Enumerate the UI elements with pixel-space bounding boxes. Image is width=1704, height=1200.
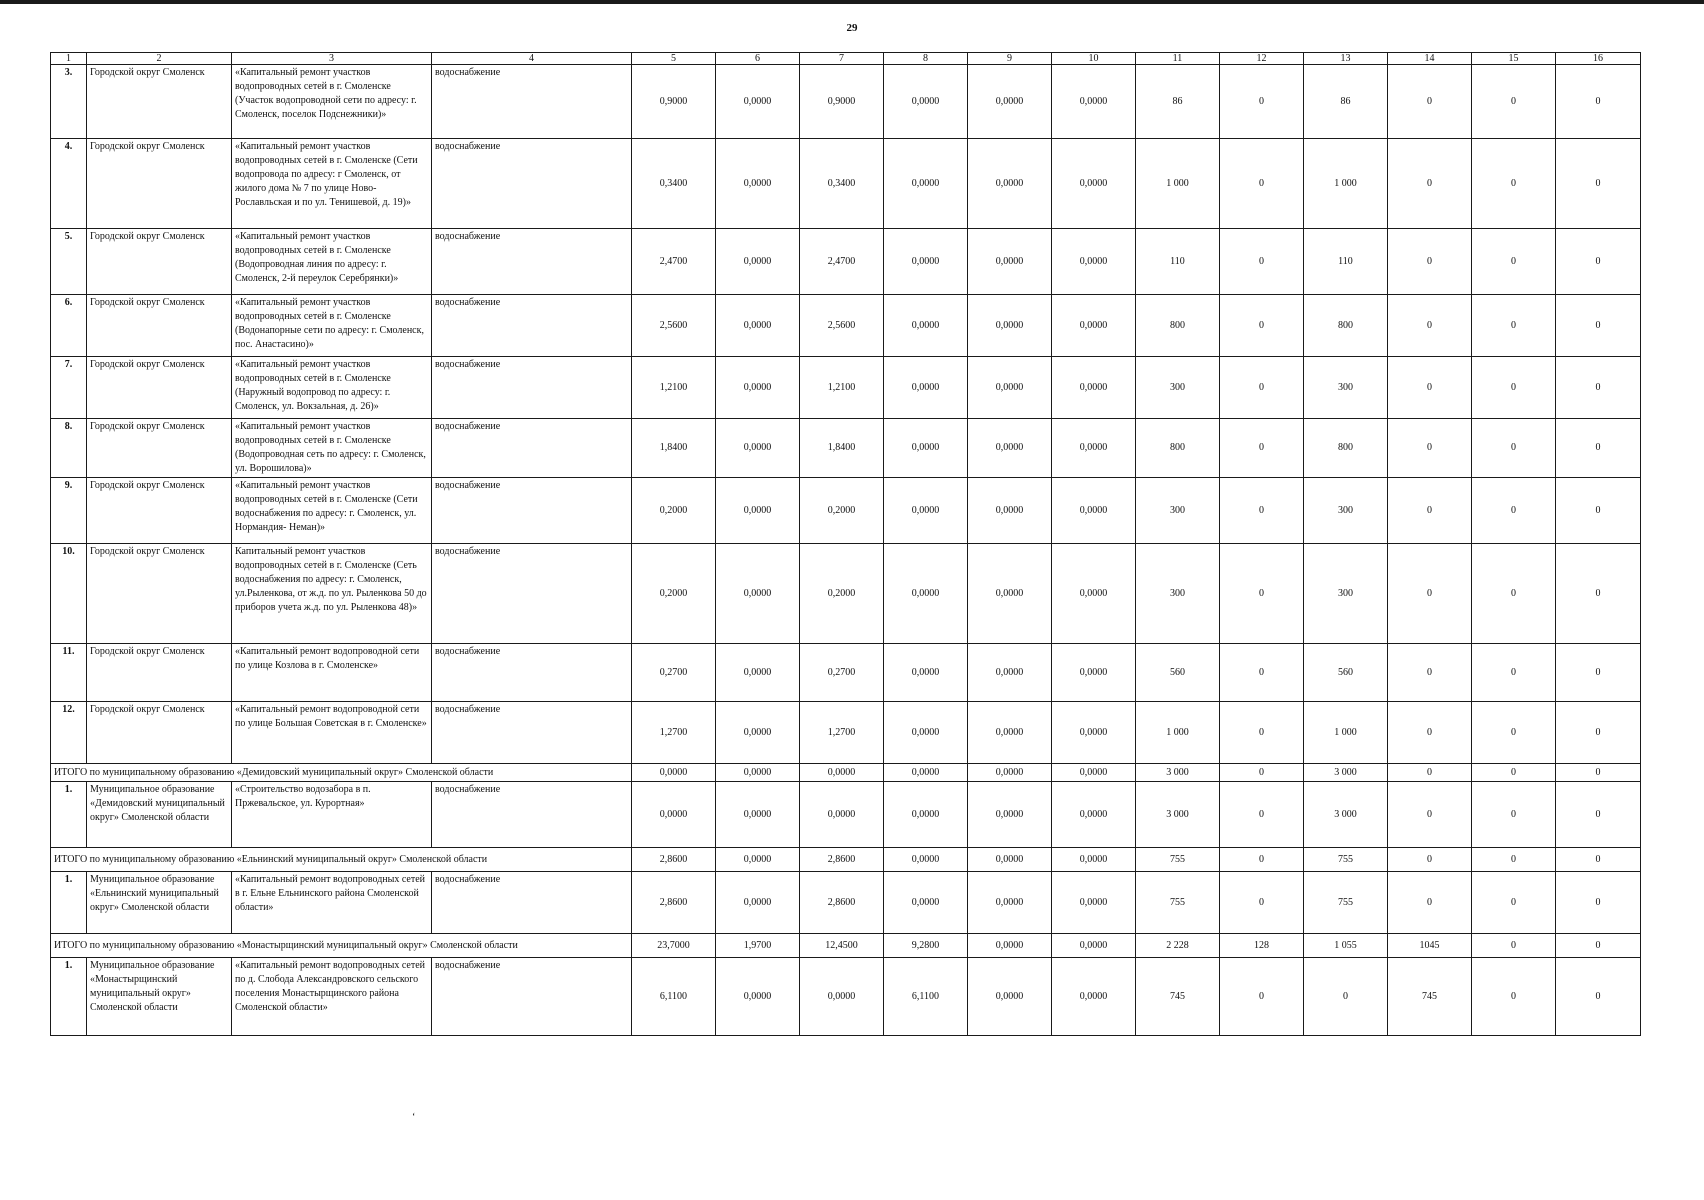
row-number: 3. — [51, 65, 87, 139]
value-cell: 0 — [1472, 419, 1556, 478]
value-cell: 0,0000 — [884, 65, 968, 139]
value-cell: 800 — [1136, 295, 1220, 357]
value-cell: 0,2000 — [632, 544, 716, 644]
value-cell: 2,5600 — [632, 295, 716, 357]
value-cell: 0,2700 — [800, 644, 884, 702]
total-label: ИТОГО по муниципальному образованию «Монастырщинский муниципальный округ» Смоленской области — [51, 934, 632, 958]
municipality-cell: Городской округ Смоленск — [87, 65, 232, 139]
project-cell: «Капитальный ремонт участков водопроводных сетей в г. Смоленске (Сети водоснабжения по адресу: г. Смоленск, ул. Нормандия- Неман)» — [232, 478, 432, 544]
value-cell: 0 — [1472, 644, 1556, 702]
value-cell: 0 — [1472, 782, 1556, 848]
value-cell: 0,2700 — [632, 644, 716, 702]
value-cell: 0,0000 — [716, 65, 800, 139]
value-cell: 0,0000 — [968, 958, 1052, 1036]
value-cell: 0 — [1556, 65, 1641, 139]
value-cell: 0 — [1556, 872, 1641, 934]
table-row — [51, 644, 1641, 702]
value-cell: 1,2100 — [632, 357, 716, 419]
value-cell: 0,0000 — [1052, 644, 1136, 702]
value-cell: 1,2700 — [632, 702, 716, 764]
value-cell: 0 — [1556, 782, 1641, 848]
value-cell: 0,0000 — [716, 139, 800, 229]
row-number: 6. — [51, 295, 87, 357]
row-number: 1. — [51, 958, 87, 1036]
value-cell: 0 — [1304, 958, 1388, 1036]
value-cell: 0 — [1556, 295, 1641, 357]
value-cell: 755 — [1304, 848, 1388, 872]
value-cell: 2,4700 — [632, 229, 716, 295]
value-cell: 0 — [1388, 544, 1472, 644]
project-cell: «Капитальный ремонт участков водопроводных сетей в г. Смоленске (Наружный водопровод по адресу: г. Смоленск, ул. Вокзальная, д. 26)» — [232, 357, 432, 419]
value-cell: 745 — [1388, 958, 1472, 1036]
value-cell: 2,8600 — [632, 848, 716, 872]
value-cell: 0 — [1556, 702, 1641, 764]
sector-cell: водоснабжение — [432, 478, 632, 544]
value-cell: 0,0000 — [884, 357, 968, 419]
value-cell: 0 — [1388, 872, 1472, 934]
value-cell: 0,0000 — [1052, 848, 1136, 872]
value-cell: 0,0000 — [716, 702, 800, 764]
value-cell: 0,0000 — [884, 644, 968, 702]
value-cell: 0,0000 — [1052, 934, 1136, 958]
value-cell: 0 — [1220, 848, 1304, 872]
value-cell: 560 — [1304, 644, 1388, 702]
value-cell: 0,0000 — [968, 139, 1052, 229]
sector-cell: водоснабжение — [432, 419, 632, 478]
municipality-cell: Муниципальное образование «Демидовский муниципальный округ» Смоленской области — [87, 782, 232, 848]
value-cell: 128 — [1220, 934, 1304, 958]
value-cell: 3 000 — [1136, 782, 1220, 848]
municipality-cell: Муниципальное образование «Ельнинский муниципальный округ» Смоленской области — [87, 872, 232, 934]
value-cell: 2,8600 — [800, 872, 884, 934]
value-cell: 1 000 — [1136, 139, 1220, 229]
value-cell: 0 — [1472, 934, 1556, 958]
column-header: 12 — [1220, 53, 1304, 65]
value-cell: 0,0000 — [968, 295, 1052, 357]
table-row — [51, 544, 1641, 644]
value-cell: 0 — [1556, 764, 1641, 782]
value-cell: 0 — [1472, 872, 1556, 934]
value-cell: 0,0000 — [968, 764, 1052, 782]
value-cell: 0 — [1220, 764, 1304, 782]
value-cell: 2,4700 — [800, 229, 884, 295]
municipality-cell: Городской округ Смоленск — [87, 644, 232, 702]
value-cell: 6,1100 — [632, 958, 716, 1036]
value-cell: 0,0000 — [716, 544, 800, 644]
value-cell: 0,0000 — [884, 764, 968, 782]
value-cell: 2 228 — [1136, 934, 1220, 958]
value-cell: 110 — [1136, 229, 1220, 295]
value-cell: 300 — [1304, 478, 1388, 544]
value-cell: 0 — [1472, 478, 1556, 544]
table-row — [51, 295, 1641, 357]
value-cell: 0,0000 — [716, 782, 800, 848]
value-cell: 0,0000 — [968, 934, 1052, 958]
project-cell: «Капитальный ремонт участков водопроводных сетей в г. Смоленске (Водонапорные сети по адресу: г. Смоленск, пос. Анастасино)» — [232, 295, 432, 357]
column-header: 8 — [884, 53, 968, 65]
value-cell: 1 000 — [1136, 702, 1220, 764]
municipality-cell: Городской округ Смоленск — [87, 229, 232, 295]
table-row — [51, 872, 1641, 934]
value-cell: 2,8600 — [800, 848, 884, 872]
value-cell: 6,1100 — [884, 958, 968, 1036]
value-cell: 23,7000 — [632, 934, 716, 958]
value-cell: 0,0000 — [716, 357, 800, 419]
stray-mark: ʻ — [412, 1112, 416, 1123]
value-cell: 0,0000 — [884, 848, 968, 872]
column-header: 13 — [1304, 53, 1388, 65]
value-cell: 1,8400 — [632, 419, 716, 478]
project-cell: «Капитальный ремонт участков водопроводных сетей в г. Смоленске (Водопроводная линия по адресу: г. Смоленск, 2-й переулок Серебрянки)» — [232, 229, 432, 295]
value-cell: 0,0000 — [884, 782, 968, 848]
column-header: 11 — [1136, 53, 1220, 65]
sector-cell: водоснабжение — [432, 65, 632, 139]
value-cell: 0,0000 — [1052, 764, 1136, 782]
column-header: 1 — [51, 53, 87, 65]
municipality-cell: Городской округ Смоленск — [87, 702, 232, 764]
value-cell: 0,0000 — [1052, 65, 1136, 139]
value-cell: 0 — [1388, 782, 1472, 848]
value-cell: 0,0000 — [632, 782, 716, 848]
project-cell: «Капитальный ремонт участков водопроводных сетей в г. Смоленске (Водопроводная сеть по адресу: г. Смоленск, ул. Ворошилова)» — [232, 419, 432, 478]
municipality-cell: Городской округ Смоленск — [87, 295, 232, 357]
value-cell: 0 — [1388, 702, 1472, 764]
page-number: 29 — [846, 22, 858, 34]
value-cell: 0 — [1388, 357, 1472, 419]
value-cell: 0 — [1556, 848, 1641, 872]
municipality-cell: Городской округ Смоленск — [87, 357, 232, 419]
value-cell: 745 — [1136, 958, 1220, 1036]
column-header: 15 — [1472, 53, 1556, 65]
sector-cell: водоснабжение — [432, 958, 632, 1036]
value-cell: 0,0000 — [800, 782, 884, 848]
value-cell: 0,0000 — [716, 958, 800, 1036]
value-cell: 0,0000 — [968, 419, 1052, 478]
sector-cell: водоснабжение — [432, 229, 632, 295]
top-rule — [0, 0, 1704, 4]
value-cell: 0,0000 — [968, 872, 1052, 934]
value-cell: 0,0000 — [884, 139, 968, 229]
value-cell: 0 — [1220, 65, 1304, 139]
municipality-cell: Городской округ Смоленск — [87, 544, 232, 644]
column-header: 5 — [632, 53, 716, 65]
value-cell: 0,0000 — [968, 644, 1052, 702]
value-cell: 0,0000 — [716, 419, 800, 478]
value-cell: 0,0000 — [884, 872, 968, 934]
column-header: 9 — [968, 53, 1052, 65]
municipality-cell: Муниципальное образование «Монастырщинский муниципальный округ» Смоленской области — [87, 958, 232, 1036]
value-cell: 0,0000 — [968, 478, 1052, 544]
value-cell: 0 — [1388, 295, 1472, 357]
value-cell: 0 — [1388, 848, 1472, 872]
value-cell: 0 — [1220, 419, 1304, 478]
value-cell: 0,0000 — [800, 958, 884, 1036]
value-cell: 560 — [1136, 644, 1220, 702]
value-cell: 0,0000 — [1052, 702, 1136, 764]
project-cell: «Строительство водозабора в п. Пржевальское, ул. Курортная» — [232, 782, 432, 848]
investment-table — [50, 52, 1641, 1036]
value-cell: 0,0000 — [716, 764, 800, 782]
table-row — [51, 357, 1641, 419]
municipality-cell: Городской округ Смоленск — [87, 478, 232, 544]
value-cell: 0,0000 — [716, 229, 800, 295]
project-cell: «Капитальный ремонт участков водопроводных сетей в г. Смоленске (Сети водопровода по адресу: г Смоленск, от жилого дома № 7 по улице Ново-Рославльская и по ул. Тенишевой, д. 19)» — [232, 139, 432, 229]
value-cell: 0,0000 — [1052, 478, 1136, 544]
value-cell: 1,2100 — [800, 357, 884, 419]
row-number: 9. — [51, 478, 87, 544]
value-cell: 86 — [1304, 65, 1388, 139]
value-cell: 0,0000 — [1052, 958, 1136, 1036]
value-cell: 800 — [1304, 419, 1388, 478]
column-header: 3 — [232, 53, 432, 65]
table-row — [51, 65, 1641, 139]
value-cell: 0 — [1472, 544, 1556, 644]
value-cell: 0,0000 — [1052, 139, 1136, 229]
column-header: 10 — [1052, 53, 1136, 65]
value-cell: 0 — [1472, 958, 1556, 1036]
value-cell: 3 000 — [1136, 764, 1220, 782]
value-cell: 0,0000 — [968, 357, 1052, 419]
table-row — [51, 419, 1641, 478]
value-cell: 300 — [1304, 544, 1388, 644]
row-number: 10. — [51, 544, 87, 644]
project-cell: «Капитальный ремонт водопроводной сети по улице Большая Советская в г. Смоленске» — [232, 702, 432, 764]
value-cell: 1 055 — [1304, 934, 1388, 958]
total-row — [51, 764, 1641, 782]
value-cell: 0,2000 — [800, 478, 884, 544]
value-cell: 0 — [1220, 357, 1304, 419]
value-cell: 0,0000 — [884, 702, 968, 764]
value-cell: 0,0000 — [884, 544, 968, 644]
value-cell: 0 — [1556, 478, 1641, 544]
value-cell: 0,9000 — [632, 65, 716, 139]
value-cell: 0,0000 — [1052, 872, 1136, 934]
value-cell: 0 — [1472, 65, 1556, 139]
value-cell: 0 — [1388, 644, 1472, 702]
value-cell: 0 — [1220, 139, 1304, 229]
total-row — [51, 848, 1641, 872]
value-cell: 0,9000 — [800, 65, 884, 139]
value-cell: 0 — [1220, 544, 1304, 644]
sector-cell: водоснабжение — [432, 295, 632, 357]
value-cell: 12,4500 — [800, 934, 884, 958]
value-cell: 0 — [1472, 295, 1556, 357]
value-cell: 0,0000 — [716, 295, 800, 357]
project-cell: Капитальный ремонт участков водопроводных сетей в г. Смоленске (Сеть водоснабжения по адресу: г. Смоленск, ул.Рыленкова, от ж.д. по ул. Рыленкова 50 до приборов учета ж.д. по ул. Рыленкова 48)» — [232, 544, 432, 644]
value-cell: 755 — [1304, 872, 1388, 934]
municipality-cell: Городской округ Смоленск — [87, 139, 232, 229]
value-cell: 0,0000 — [968, 848, 1052, 872]
value-cell: 0,0000 — [968, 544, 1052, 644]
row-number: 8. — [51, 419, 87, 478]
value-cell: 300 — [1136, 357, 1220, 419]
project-cell: «Капитальный ремонт водопроводной сети по улице Козлова в г. Смоленске» — [232, 644, 432, 702]
value-cell: 1,2700 — [800, 702, 884, 764]
project-cell: «Капитальный ремонт водопроводных сетей в г. Ельне Ельнинского района Смоленской области» — [232, 872, 432, 934]
table-row — [51, 702, 1641, 764]
value-cell: 0,3400 — [632, 139, 716, 229]
value-cell: 0 — [1472, 848, 1556, 872]
value-cell: 0 — [1556, 139, 1641, 229]
value-cell: 2,8600 — [632, 872, 716, 934]
table-row — [51, 782, 1641, 848]
column-header: 14 — [1388, 53, 1472, 65]
value-cell: 0 — [1556, 544, 1641, 644]
value-cell: 300 — [1136, 544, 1220, 644]
value-cell: 0,0000 — [884, 419, 968, 478]
value-cell: 0,0000 — [968, 702, 1052, 764]
value-cell: 0,0000 — [716, 644, 800, 702]
value-cell: 0 — [1220, 644, 1304, 702]
value-cell: 0,3400 — [800, 139, 884, 229]
value-cell: 0 — [1220, 295, 1304, 357]
column-header: 7 — [800, 53, 884, 65]
total-row — [51, 934, 1641, 958]
value-cell: 1 000 — [1304, 702, 1388, 764]
sector-cell: водоснабжение — [432, 872, 632, 934]
row-number: 7. — [51, 357, 87, 419]
value-cell: 0,0000 — [1052, 782, 1136, 848]
column-header: 2 — [87, 53, 232, 65]
sector-cell: водоснабжение — [432, 702, 632, 764]
total-label: ИТОГО по муниципальному образованию «Ельнинский муниципальный округ» Смоленской области — [51, 848, 632, 872]
sector-cell: водоснабжение — [432, 544, 632, 644]
row-number: 11. — [51, 644, 87, 702]
row-number: 1. — [51, 872, 87, 934]
table-row — [51, 139, 1641, 229]
value-cell: 300 — [1304, 357, 1388, 419]
value-cell: 0,2000 — [800, 544, 884, 644]
value-cell: 0 — [1388, 65, 1472, 139]
value-cell: 0,0000 — [1052, 357, 1136, 419]
value-cell: 3 000 — [1304, 782, 1388, 848]
sector-cell: водоснабжение — [432, 644, 632, 702]
row-number: 4. — [51, 139, 87, 229]
column-header: 6 — [716, 53, 800, 65]
value-cell: 0,0000 — [884, 229, 968, 295]
value-cell: 2,5600 — [800, 295, 884, 357]
column-header: 4 — [432, 53, 632, 65]
row-number: 5. — [51, 229, 87, 295]
column-number-row — [51, 53, 1641, 65]
sector-cell: водоснабжение — [432, 139, 632, 229]
value-cell: 9,2800 — [884, 934, 968, 958]
row-number: 12. — [51, 702, 87, 764]
value-cell: 0 — [1220, 702, 1304, 764]
value-cell: 0 — [1556, 958, 1641, 1036]
value-cell: 755 — [1136, 872, 1220, 934]
value-cell: 0 — [1472, 702, 1556, 764]
value-cell: 1,8400 — [800, 419, 884, 478]
table-row — [51, 958, 1641, 1036]
row-number: 1. — [51, 782, 87, 848]
project-cell: «Капитальный ремонт участков водопроводных сетей в г. Смоленске (Участок водопроводной сети по адресу: г. Смоленск, поселок Подснежники)» — [232, 65, 432, 139]
value-cell: 86 — [1136, 65, 1220, 139]
value-cell: 0,0000 — [884, 295, 968, 357]
value-cell: 0,0000 — [1052, 544, 1136, 644]
sector-cell: водоснабжение — [432, 357, 632, 419]
sector-cell: водоснабжение — [432, 782, 632, 848]
value-cell: 0,0000 — [800, 764, 884, 782]
value-cell: 0,0000 — [1052, 229, 1136, 295]
value-cell: 0,0000 — [716, 872, 800, 934]
value-cell: 0 — [1472, 229, 1556, 295]
value-cell: 0 — [1220, 478, 1304, 544]
value-cell: 0,0000 — [968, 782, 1052, 848]
value-cell: 0 — [1220, 229, 1304, 295]
value-cell: 0 — [1472, 764, 1556, 782]
value-cell: 0,0000 — [716, 848, 800, 872]
value-cell: 0 — [1388, 229, 1472, 295]
value-cell: 800 — [1136, 419, 1220, 478]
value-cell: 0,0000 — [632, 764, 716, 782]
value-cell: 0,0000 — [968, 229, 1052, 295]
column-header: 16 — [1556, 53, 1641, 65]
value-cell: 1,9700 — [716, 934, 800, 958]
value-cell: 755 — [1136, 848, 1220, 872]
table-row — [51, 229, 1641, 295]
value-cell: 0 — [1556, 644, 1641, 702]
municipality-cell: Городской округ Смоленск — [87, 419, 232, 478]
value-cell: 0 — [1388, 419, 1472, 478]
value-cell: 0,0000 — [1052, 419, 1136, 478]
value-cell: 0 — [1556, 934, 1641, 958]
value-cell: 0,2000 — [632, 478, 716, 544]
value-cell: 0 — [1472, 357, 1556, 419]
value-cell: 0 — [1472, 139, 1556, 229]
value-cell: 1045 — [1388, 934, 1472, 958]
value-cell: 0 — [1220, 872, 1304, 934]
value-cell: 0 — [1220, 782, 1304, 848]
value-cell: 800 — [1304, 295, 1388, 357]
value-cell: 3 000 — [1304, 764, 1388, 782]
project-cell: «Капитальный ремонт водопроводных сетей по д. Слобода Александровского сельского поселения Монастырщинского района Смоленской области» — [232, 958, 432, 1036]
value-cell: 0,0000 — [1052, 295, 1136, 357]
value-cell: 0,0000 — [716, 478, 800, 544]
value-cell: 0,0000 — [968, 65, 1052, 139]
value-cell: 0 — [1388, 764, 1472, 782]
value-cell: 1 000 — [1304, 139, 1388, 229]
table-row — [51, 478, 1641, 544]
total-label: ИТОГО по муниципальному образованию «Демидовский муниципальный округ» Смоленской области — [51, 764, 632, 782]
value-cell: 300 — [1136, 478, 1220, 544]
value-cell: 110 — [1304, 229, 1388, 295]
value-cell: 0 — [1556, 229, 1641, 295]
value-cell: 0,0000 — [884, 478, 968, 544]
value-cell: 0 — [1556, 419, 1641, 478]
value-cell: 0 — [1388, 478, 1472, 544]
value-cell: 0 — [1556, 357, 1641, 419]
value-cell: 0 — [1388, 139, 1472, 229]
value-cell: 0 — [1220, 958, 1304, 1036]
